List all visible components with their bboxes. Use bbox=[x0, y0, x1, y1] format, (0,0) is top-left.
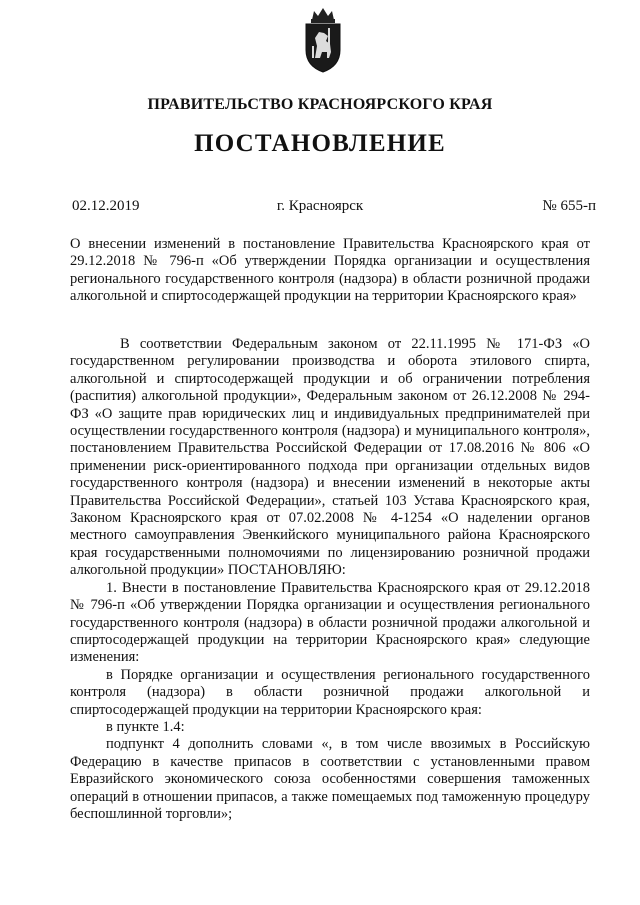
item-1a-paragraph: в Порядке организации и осуществления регионального государственного контроля (надзора) в области розничной продажи алкогольной и спиртосодержащей продукции на территории Красноярского края: bbox=[70, 666, 590, 718]
document-city: г. Красноярск bbox=[276, 198, 364, 214]
item-1c-paragraph: подпункт 4 дополнить словами «, в том числе ввозимых в Российскую Федерацию в качестве припасов в соответствии с установленными правом Евразийского экономического союза особенностями совершения таможенных операций в отношении припасов, а также помещаемых под таможенную процедуру беспошлинной торговли»; bbox=[70, 736, 590, 822]
item-1b-paragraph: в пункте 1.4: bbox=[106, 718, 185, 735]
document-subject: О внесении изменений в постановление Правительства Красноярского края от 29.12.2018 № 796-п «Об утверждении Порядка организации и осуществления регионального государственного контроля (надзора) в области розничной продажи алкогольной и спиртосодержащей продукции на территории Красноярского края» bbox=[70, 236, 590, 305]
document-body bbox=[70, 336, 590, 823]
item-1-paragraph: 1. Внести в постановление Правительства Красноярского края от 29.12.2018 № 796-п «Об утверждении Порядка организации и осуществления регионального государственного контроля (надзора) в области розничной продажи алкогольной и спиртосодержащей продукции на территории Красноярского края» следующие изменения: bbox=[70, 579, 590, 666]
document-type: ПОСТАНОВЛЕНИЕ bbox=[194, 130, 446, 157]
organization-name: ПРАВИТЕЛЬСТВО КРАСНОЯРСКОГО КРАЯ bbox=[147, 96, 493, 113]
document-date: 02.12.2019 bbox=[72, 198, 140, 214]
document-number: № 655-п bbox=[542, 198, 596, 214]
krasnoyarsk-coat-of-arms-icon bbox=[300, 6, 346, 74]
preamble-paragraph: В соответствии Федеральным законом от 22.11.1995 № 171-ФЗ «О государственном регулировании производства и оборота этилового спирта, алкогольной и спиртосодержащей продукции и об ограничении потребления (распития) алкогольной продукции», Федеральным законом от 26.12.2008 № 294-ФЗ «О защите прав юридических лиц и индивидуальных предпринимателей при осуществлении государственного контроля (надзора) и муниципального контроля», постановлением Правительства Российской Федерации от 17.08.2016 № 806 «О применении риск-ориентированного подхода при организации отдельных видов государственного контроля (надзора) и внесении изменений в некоторые акты Правительства Российской Федерации», статьей 103 Устава Красноярского края, Законом Красноярского края от 07.02.2008 № 4-1254 «О наделении органов местного самоуправления Эвенкийского муниципального района Красноярского края государственными полномочиями по лицензированию розничной продажи алкогольной продукции» ПОСТАНОВЛЯЮ: bbox=[70, 336, 590, 579]
